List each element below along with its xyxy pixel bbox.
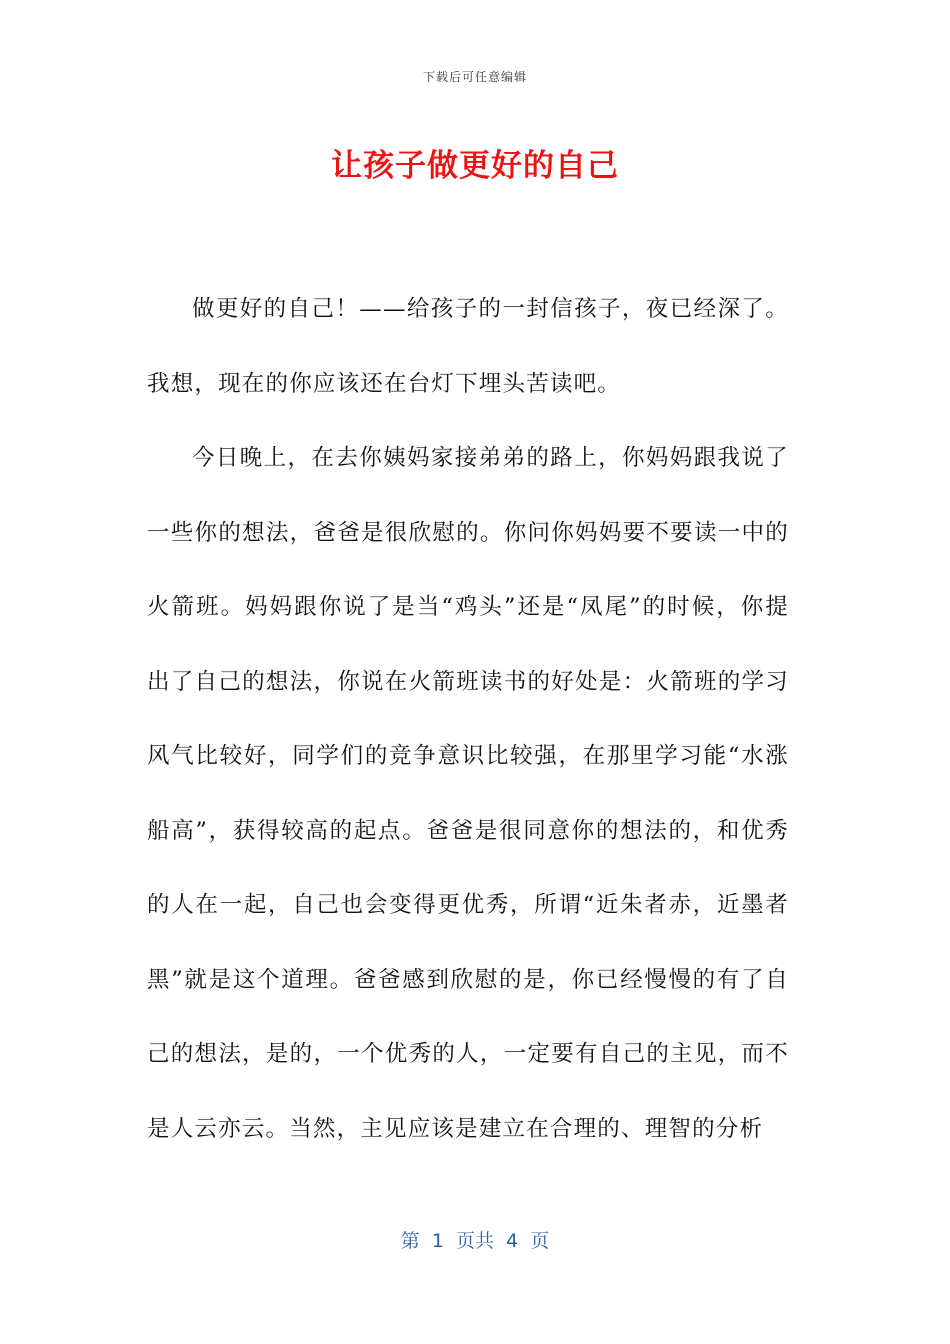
- footer-total-pages: 4: [506, 1230, 519, 1252]
- document-title: 让孩子做更好的自己: [331, 148, 619, 184]
- footer-current-page: 1: [431, 1230, 444, 1252]
- footer-label-suffix: 页: [530, 1230, 550, 1252]
- paragraph-1: 做更好的自己！——给孩子的一封信孩子，夜已经深了。我想，现在的你应该还在台灯下埋头苦读吧。: [147, 296, 789, 397]
- header-note: 下载后可任意编辑: [422, 70, 527, 84]
- paragraph-2: 今日晚上，在去你姨妈家接弟弟的路上，你妈妈跟我说了一些你的想法，爸爸是很欣慰的。你问你妈妈要不要读一中的火箭班。妈妈跟你说了是当“鸡头”还是“凤尾”的时候，你提出了自己的想法，你说在火箭班读书的好处是：火箭班的学习风气比较好，同学们的竞争意识比较强，在那里学习能“水涨船高”，获得较高的起点。爸爸是很同意你的想法的，和优秀的人在一起，自己也会变得更优秀，所谓“近朱者赤，近墨者黑”就是这个道理。爸爸感到欣慰的是，你已经慢慢的有了自己的想法，是的，一个优秀的人，一定要有自己的主见，而不是人云亦云。当然，主见应该是建立在合理的、理智的分析: [147, 445, 789, 1142]
- document-body: [147, 272, 789, 1166]
- footer-label-middle: 页共: [455, 1230, 494, 1252]
- footer-label-prefix: 第: [400, 1230, 420, 1252]
- page-footer: [0, 1226, 950, 1253]
